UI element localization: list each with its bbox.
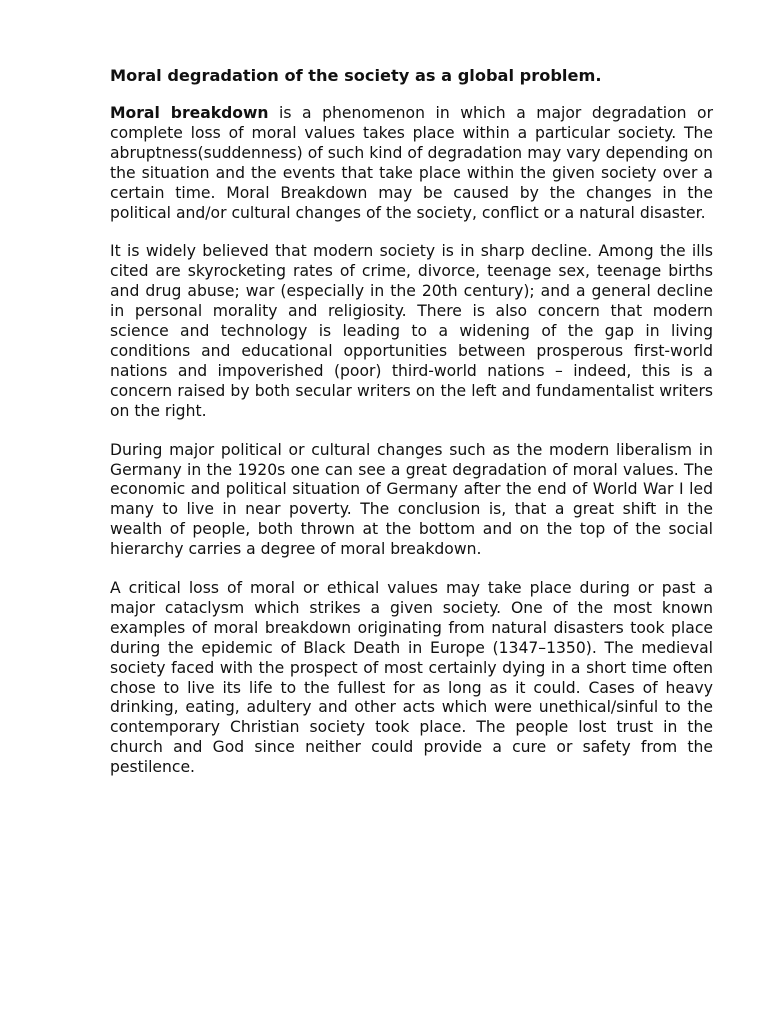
document-page: [110, 66, 713, 797]
paragraph-lead-term: Moral breakdown: [110, 104, 269, 122]
paragraph-cataclysm: A critical loss of moral or ethical values may take place during or past a major cataclysm which strikes a given society. One of the most known examples of moral breakdown originating from natural disasters took place during the epidemic of Black Death in Europe (1347–1350). The medieval society faced with the prospect of most certainly dying in a short time often chose to live its life to the fullest for as long as it could. Cases of heavy drinking, eating, adultery and other acts which were unethical/sinful to the contemporary Christian society took place. The people lost trust in the church and God since neither could provide a cure or safety from the pestilence.: [110, 579, 713, 777]
document-title: Moral degradation of the society as a global problem.: [110, 66, 602, 85]
paragraph-political-changes: During major political or cultural changes such as the modern liberalism in Germany in the 1920s one can see a great degradation of moral values. The economic and political situation of Germany after the end of World War I led many to live in near poverty. The conclusion is, that a great shift in the wealth of people, both thrown at the bottom and on the top of the social hierarchy carries a degree of moral breakdown.: [110, 440, 713, 559]
paragraph-body: is a phenomenon in which a major degradation or complete loss of moral values takes place within a particular society. The abruptness(suddenness) of such kind of degradation may vary depending on the situation and the events that take place within the given society over a certain time. Moral Breakdown may be caused by the changes in the political and/or cultural changes of the society, conflict or a natural disaster.: [110, 104, 713, 222]
paragraph-modern-decline: It is widely believed that modern society is in sharp decline. Among the ills cited are skyrocketing rates of crime, divorce, teenage sex, teenage births and drug abuse; war (especially in the 20th century); and a general decline in personal morality and religiosity. There is also concern that modern science and technology is leading to a widening of the gap in living conditions and educational opportunities between prosperous first-world nations and impoverished (poor) third-world nations – indeed, this is a concern raised by both secular writers on the left and fundamentalist writers on the right.: [110, 242, 713, 420]
paragraph-moral-breakdown: [110, 104, 713, 223]
